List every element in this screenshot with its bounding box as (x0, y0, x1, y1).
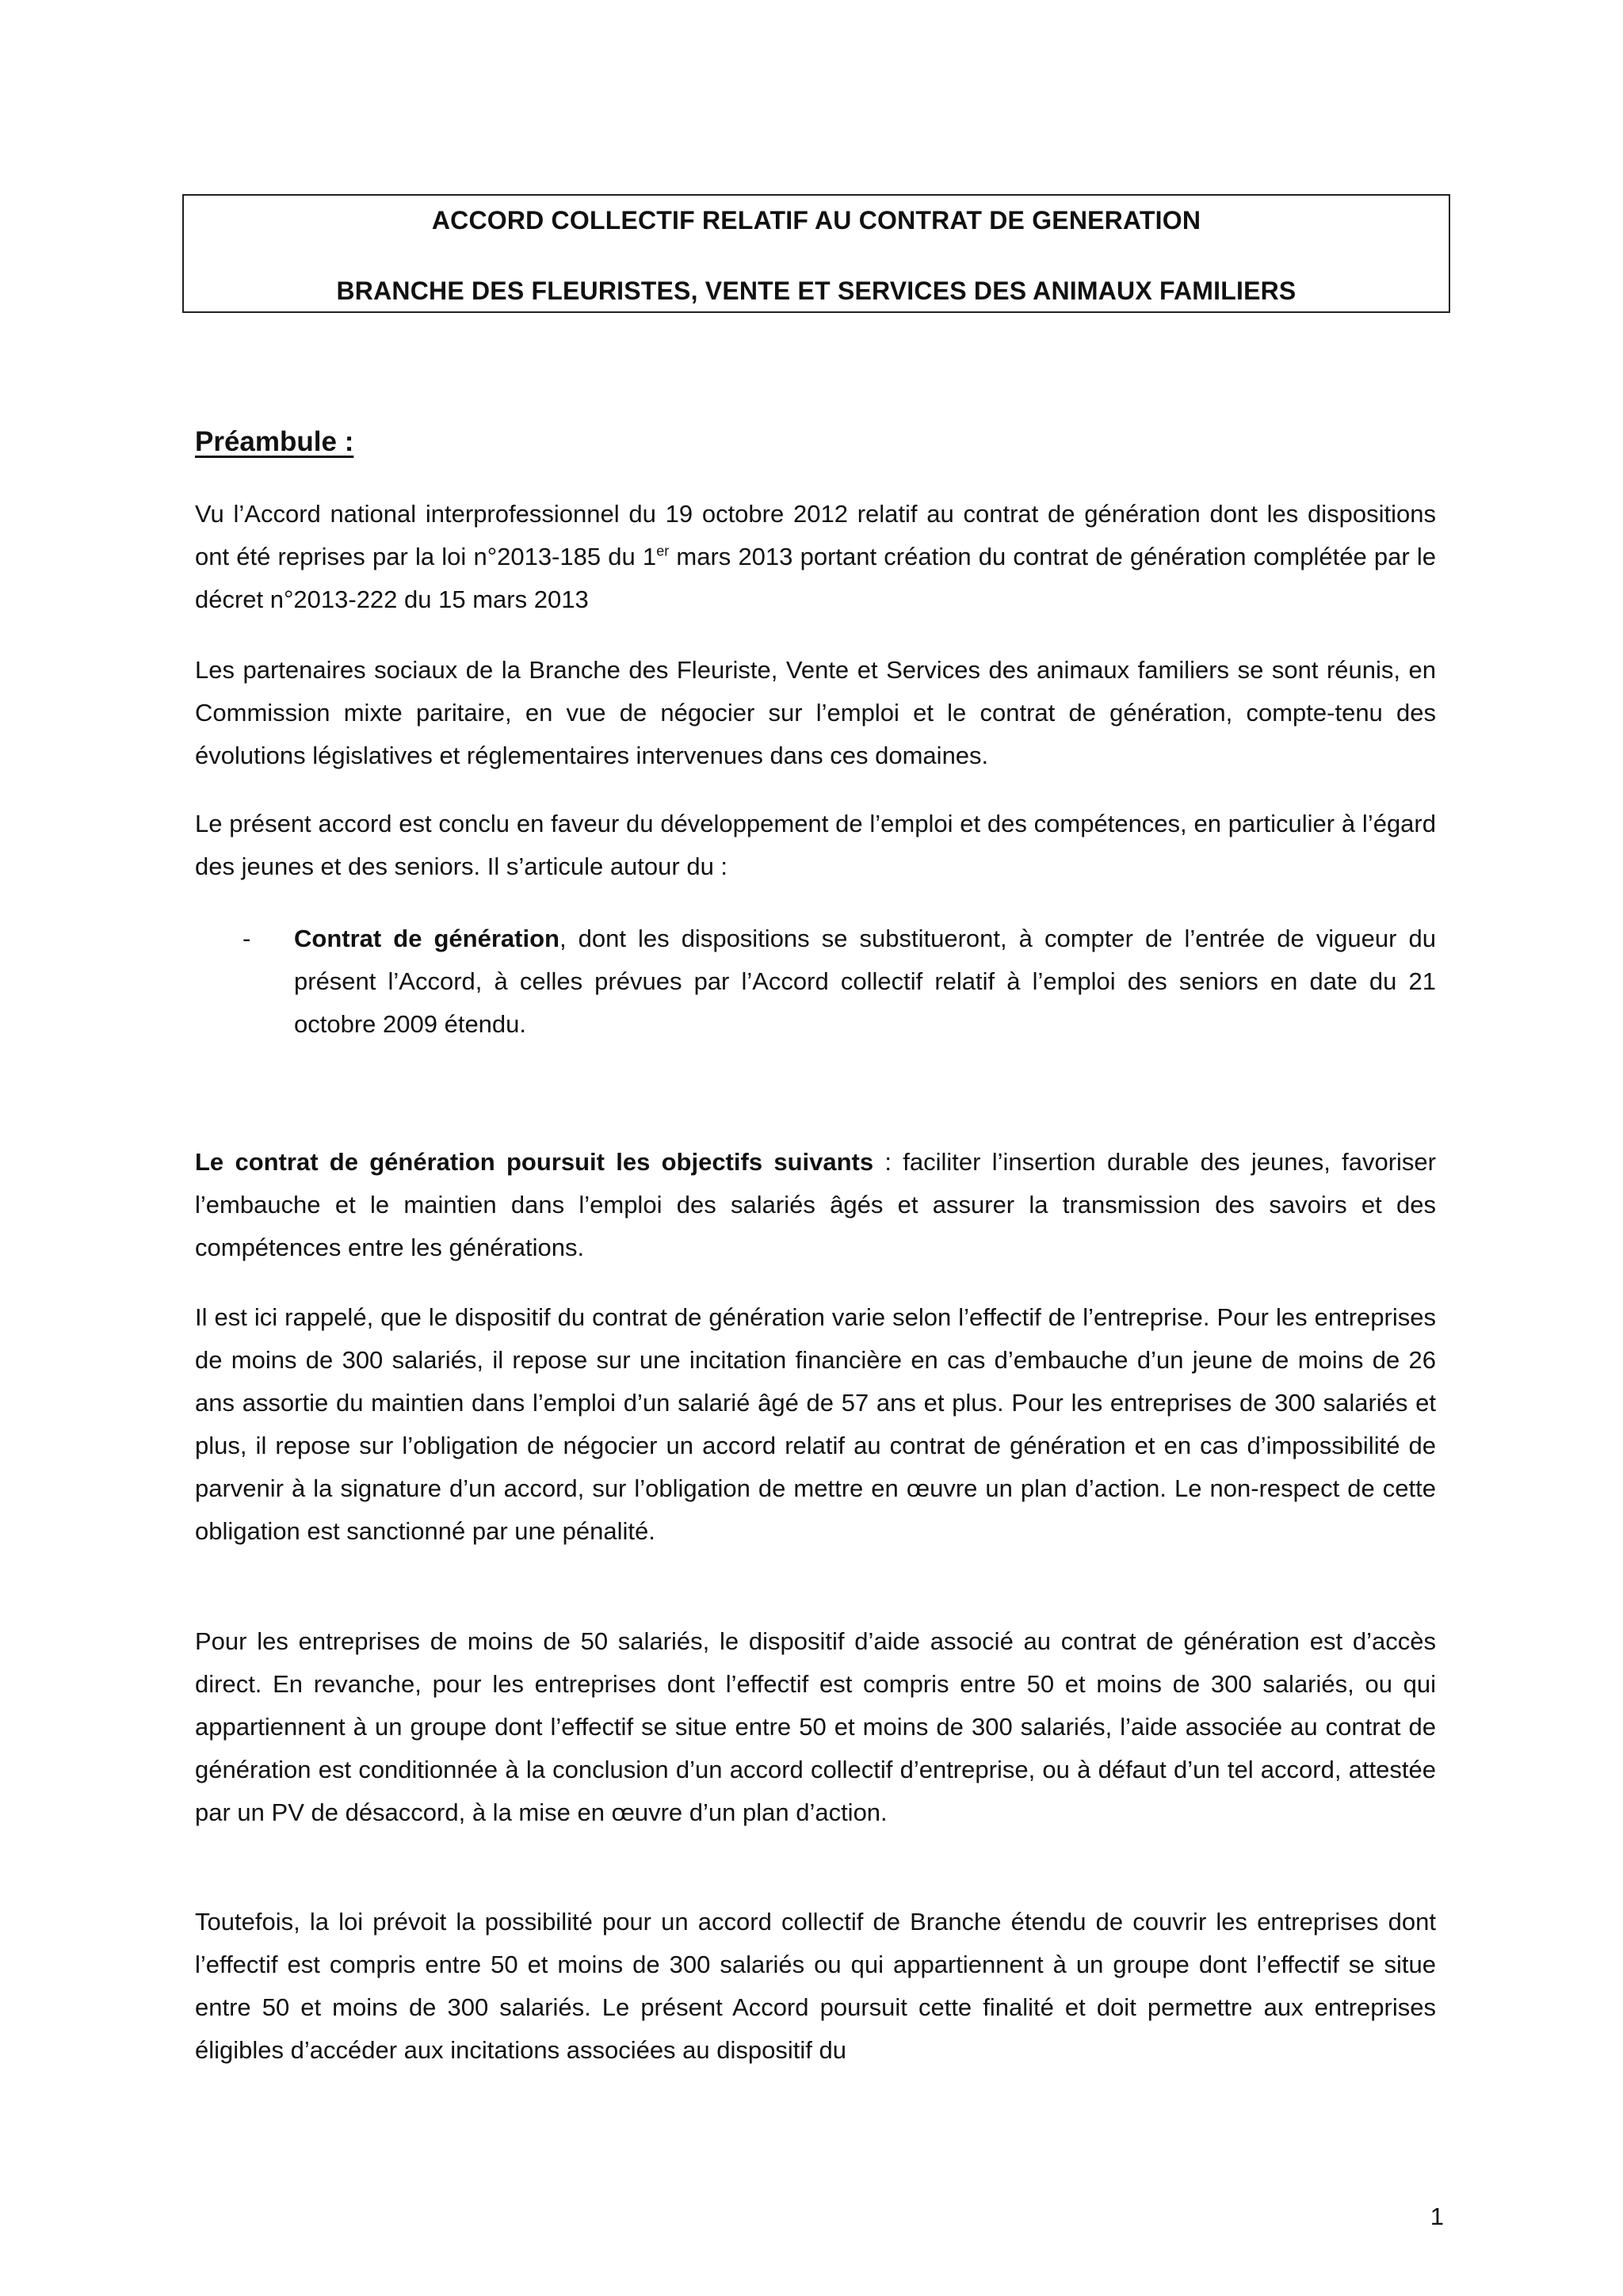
paragraph-1-superscript: er (656, 543, 670, 559)
paragraph-1-text-a: Vu l’Accord national interprofessionnel du 19 octobre 2012 relatif au contrat de génération dont les dispositions ont été reprises par la loi n°2013-185 du 1 (195, 500, 1436, 570)
document-subtitle: BRANCHE DES FLEURISTES, VENTE ET SERVICES DES ANIMAUX FAMILIERS (336, 277, 1296, 305)
title-box (182, 194, 1450, 313)
paragraph-6: Pour les entreprises de moins de 50 salariés, le dispositif d’aide associé au contrat de génération est d’accès direct. En revanche, pour les entreprises dont l’effectif est compris entre 50 et moins de 300 salariés, ou qui appartiennent à un groupe dont l’effectif se situe entre 50 et moins de 300 salariés, l’aide associée au contrat de génération est conditionnée à la conclusion d’un accord collectif d’entreprise, ou à défaut d’un tel accord, attestée par un PV de désaccord, à la mise en œuvre d’un plan d’action. (195, 1627, 1436, 1826)
page-number: 1 (1430, 2203, 1444, 2230)
bullet-item (294, 917, 1436, 1046)
paragraph-4-text: : faciliter l’insertion durable des jeunes, favoriser l’embauche et le maintien dans l’emploi des salariés âgés et assurer la transmission des savoirs et des compétences entre les générations. (195, 1148, 1436, 1261)
paragraph-1-text-b: mars 2013 portant création du contrat de génération complétée par le décret n°2013-222 du 15 mars 2013 (195, 543, 1436, 613)
bullet-item-text: , dont les dispositions se substitueront, à compter de l’entrée de vigueur du présent l’Accord, à celles prévues par l’Accord collectif relatif à l’emploi des seniors en date du 21 octobre 2009 étendu. (294, 925, 1436, 1038)
document-title: ACCORD COLLECTIF RELATIF AU CONTRAT DE GENERATION (431, 206, 1201, 235)
paragraph-7: Toutefois, la loi prévoit la possibilité pour un accord collectif de Branche étendu de couvrir les entreprises dont l’effectif est compris entre 50 et moins de 300 salariés ou qui appartiennent à un groupe dont l’effectif se situe entre 50 et moins de 300 salariés. Le présent Accord poursuit cette finalité et doit permettre aux entreprises éligibles d’accéder aux incitations associées au dispositif du (195, 1908, 1436, 2064)
paragraph-4-bold: Le contrat de génération poursuit les objectifs suivants (195, 1148, 874, 1176)
paragraph-3: Le présent accord est conclu en faveur du développement de l’emploi et des compétences, en particulier à l’égard des jeunes et des seniors. Il s’articule autour du : (195, 810, 1436, 880)
bullet-dash: - (242, 925, 251, 952)
bullet-item-bold: Contrat de génération (294, 925, 559, 952)
section-heading-preambule: Préambule : (195, 426, 354, 457)
paragraph-5: Il est ici rappelé, que le dispositif du contrat de génération varie selon l’effectif de l’entreprise. Pour les entreprises de moins de 300 salariés, il repose sur une incitation financière en cas d’embauche d’un jeune de moins de 26 ans assortie du maintien dans l’emploi d’un salarié âgé de 57 ans et plus. Pour les entreprises de 300 salariés et plus, il repose sur l’obligation de négocier un accord relatif au contrat de génération et en cas d’impossibilité de parvenir à la signature d’un accord, sur l’obligation de mettre en œuvre un plan d’action. Le non-respect de cette obligation est sanctionné par une pénalité. (195, 1303, 1436, 1545)
paragraph-2: Les partenaires sociaux de la Branche des Fleuriste, Vente et Services des animaux familiers se sont réunis, en Commission mixte paritaire, en vue de négocier sur l’emploi et le contrat de génération, compte-tenu des évolutions législatives et réglementaires intervenues dans ces domaines. (195, 656, 1436, 769)
paragraph-1 (195, 493, 1436, 621)
paragraph-4 (195, 1141, 1436, 1269)
